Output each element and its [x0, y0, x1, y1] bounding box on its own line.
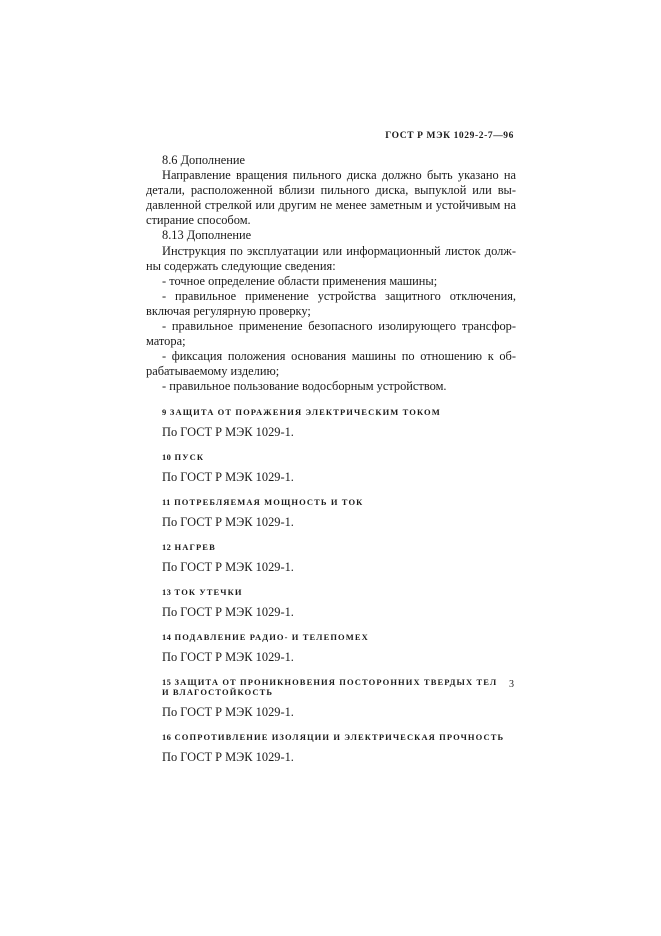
section-16-text: По ГОСТ Р МЭК 1029-1. — [162, 749, 294, 764]
section-number: 16 — [162, 731, 172, 742]
section-number: 10 — [162, 451, 172, 462]
section-15-text: По ГОСТ Р МЭК 1029-1. — [162, 704, 294, 719]
section-heading: ЗАЩИТА ОТ ПРОНИКНОВЕНИЯ ПОСТОРОННИХ ТВЕРДЫХ ТЕЛ — [174, 676, 498, 687]
clause-8-13-item: - правильное применение устройства защитного отключения, включая регулярную проверку; — [146, 288, 516, 318]
section-heading: ТОК УТЕЧКИ — [174, 586, 243, 597]
section-number: 12 — [162, 541, 172, 552]
clause-8-6-title: 8.6 Дополнение — [162, 153, 245, 167]
section-heading: ПОТРЕБЛЯЕМАЯ МОЩНОСТЬ И ТОК — [174, 496, 364, 507]
page-number: 3 — [509, 679, 514, 690]
section-10-title — [146, 452, 516, 462]
section-13-text: По ГОСТ Р МЭК 1029-1. — [162, 604, 294, 619]
section-number: 14 — [162, 631, 172, 642]
section-15-title — [146, 677, 516, 697]
clause-8-13-item: - фиксация положения основания машины по отношению к об-рабатываемому изделию; — [146, 349, 516, 379]
section-12-text: По ГОСТ Р МЭК 1029-1. — [162, 559, 294, 574]
section-14-title — [146, 632, 516, 642]
section-13-title — [146, 587, 516, 597]
section-number: 13 — [162, 586, 172, 597]
clause-8-13-item: - точное определение области применения машины; — [162, 273, 438, 288]
section-number: 11 — [162, 496, 171, 507]
clause-8-13-item: - правильное применение безопасного изолирующего трансфор-матора; — [146, 319, 516, 349]
section-10-text: По ГОСТ Р МЭК 1029-1. — [162, 469, 294, 484]
section-number: 15 — [162, 676, 172, 687]
section-heading: СОПРОТИВЛЕНИЕ ИЗОЛЯЦИИ И ЭЛЕКТРИЧЕСКАЯ ПРОЧНОСТЬ — [174, 731, 505, 742]
section-11-text: По ГОСТ Р МЭК 1029-1. — [162, 514, 294, 529]
section-12-title — [146, 542, 516, 552]
section-9-title — [146, 407, 516, 417]
clause-8-6-text: Направление вращения пильного диска должно быть указано на детали, расположенной вблизи пильного диска, выпуклой или вы-давленной стрелкой или другим не менее заметным и устойчивым на стирание способом. — [146, 168, 516, 228]
document-header-code: ГОСТ Р МЭК 1029-2-7—96 — [385, 131, 514, 141]
section-heading: НАГРЕВ — [174, 541, 216, 552]
section-16-title — [146, 732, 516, 742]
section-14-text: По ГОСТ Р МЭК 1029-1. — [162, 649, 294, 664]
section-11-title — [146, 497, 516, 507]
section-heading-line2: И ВЛАГОСТОЙКОСТЬ — [162, 686, 274, 697]
section-heading: ЗАЩИТА ОТ ПОРАЖЕНИЯ ЭЛЕКТРИЧЕСКИМ ТОКОМ — [169, 406, 441, 417]
section-heading: ПУСК — [174, 451, 205, 462]
clause-8-13-intro: Инструкция по эксплуатации или информационный листок долж-ны содержать следующие сведения: — [146, 243, 516, 273]
section-number: 9 — [162, 406, 167, 417]
clause-8-13-item: - правильное пользование водосборным устройством. — [162, 379, 447, 394]
document-body — [146, 153, 516, 765]
clause-8-13-title: 8.13 Дополнение — [162, 228, 252, 243]
section-heading: ПОДАВЛЕНИЕ РАДИО- И ТЕЛЕПОМЕХ — [174, 631, 369, 642]
section-9-text: По ГОСТ Р МЭК 1029-1. — [162, 424, 294, 439]
